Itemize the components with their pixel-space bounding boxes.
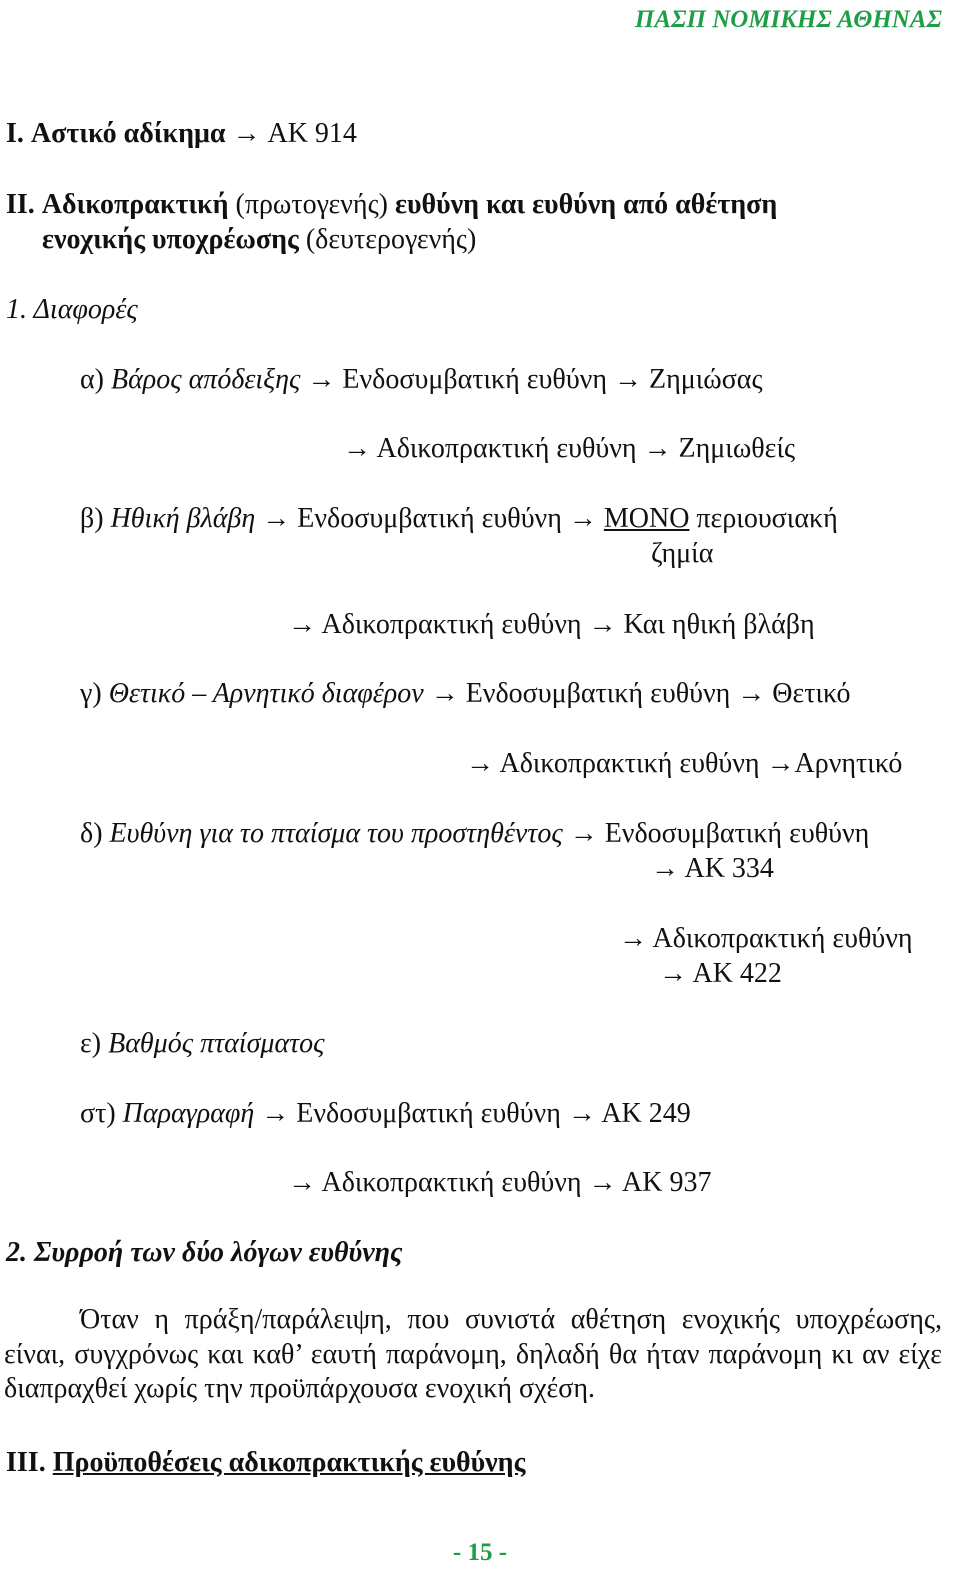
arrow-icon: → bbox=[569, 818, 598, 849]
diff-f-contract-value: ΑΚ 249 bbox=[601, 1098, 691, 1129]
diff-b-contract-value-underlined: ΜΟΝΟ bbox=[603, 503, 690, 534]
arrow-icon: → bbox=[466, 748, 494, 779]
diff-c-contract-line bbox=[80, 677, 851, 711]
arrow-icon: → bbox=[766, 748, 795, 779]
diff-b-term: Ηθική βλάβη bbox=[110, 503, 256, 534]
concurrence-paragraph bbox=[4, 1303, 942, 1407]
diff-c-label: γ) bbox=[80, 678, 102, 709]
arrow-icon: → bbox=[261, 1098, 290, 1129]
section-iii-title: Προϋποθέσεις αδικοπρακτικής ευθύνης bbox=[52, 1447, 526, 1478]
diff-b-tort-line bbox=[288, 608, 815, 642]
diff-d-tort: Αδικοπρακτική ευθύνη bbox=[652, 923, 913, 954]
section-ii-heading bbox=[6, 188, 777, 222]
diff-c-tort-line bbox=[466, 747, 902, 781]
arrow-icon: → bbox=[343, 433, 371, 464]
diff-d-label: δ) bbox=[80, 818, 103, 849]
diff-b-contract-value-line-2: ζημία bbox=[651, 538, 714, 569]
arrow-icon: → bbox=[659, 958, 687, 989]
diff-d-contract-value-line bbox=[651, 852, 774, 886]
diff-a-label: α) bbox=[80, 364, 104, 395]
diff-d-tort-line bbox=[619, 922, 913, 956]
diff-c-contract-value: Θετικό bbox=[772, 678, 851, 709]
diff-f-tort: Αδικοπρακτική ευθύνη bbox=[321, 1167, 582, 1198]
diff-c-contract: Ενδοσυμβατική ευθύνη bbox=[465, 678, 731, 709]
arrow-icon: → bbox=[430, 678, 459, 709]
arrow-icon: → bbox=[262, 503, 291, 534]
arrow-icon: → bbox=[643, 433, 672, 464]
diff-d-contract-line bbox=[80, 817, 869, 851]
section-ii-heading-line-2 bbox=[42, 223, 476, 257]
subsection-1-title: Διαφορές bbox=[33, 294, 138, 325]
subsection-2-number: 2. bbox=[6, 1237, 27, 1268]
diff-a-tort-value: Ζημιωθείς bbox=[678, 433, 796, 464]
section-ii-normal-1: (πρωτογενής) bbox=[235, 189, 388, 220]
diff-a-term: Βάρος απόδειξης bbox=[111, 364, 301, 395]
arrow-icon: → bbox=[619, 923, 647, 954]
diff-f-tort-value: ΑΚ 937 bbox=[622, 1167, 712, 1198]
diff-b-tort: Αδικοπρακτική ευθύνη bbox=[321, 609, 582, 640]
diff-b-contract: Ενδοσυμβατική ευθύνη bbox=[297, 503, 562, 534]
arrow-icon: → bbox=[567, 1098, 596, 1129]
section-ii-bold-1: Αδικοπρακτική bbox=[41, 189, 229, 220]
section-i-title: Αστικό αδίκημα bbox=[30, 118, 226, 149]
diff-b-contract-value: περιουσιακή bbox=[696, 503, 838, 534]
diff-b-label: β) bbox=[80, 503, 104, 534]
subsection-2-title: Συρροή των δύο λόγων ευθύνης bbox=[34, 1237, 403, 1268]
diff-c-tort-value: Αρνητικό bbox=[794, 748, 903, 779]
page-header: ΠΑΣΠ ΝΟΜΙΚΗΣ ΑΘΗΝΑΣ bbox=[634, 6, 942, 33]
section-iii-number: III. bbox=[6, 1447, 46, 1478]
arrow-icon: → bbox=[737, 678, 766, 709]
subsection-1-number: 1. bbox=[6, 294, 27, 325]
section-ii-normal-2: (δευτερογενής) bbox=[305, 224, 477, 255]
diff-a-tort: Αδικοπρακτική ευθύνη bbox=[376, 433, 637, 464]
arrow-icon: → bbox=[588, 1167, 617, 1198]
diff-d-contract-value: ΑΚ 334 bbox=[684, 853, 774, 884]
arrow-icon: → bbox=[651, 853, 679, 884]
section-i-heading bbox=[6, 117, 357, 151]
diff-d-contract: Ενδοσυμβατική ευθύνη bbox=[604, 818, 870, 849]
diff-a-contract-line bbox=[80, 363, 763, 397]
diff-e-line bbox=[80, 1027, 325, 1061]
arrow-icon: → bbox=[588, 609, 617, 640]
diff-d-term: Ευθύνη για το πταίσμα του προστηθέντος bbox=[109, 818, 563, 849]
diff-f-label: στ) bbox=[80, 1098, 116, 1129]
arrow-icon: → bbox=[232, 118, 261, 149]
diff-c-term: Θετικό – Αρνητικό διαφέρον bbox=[108, 678, 424, 709]
diff-e-term: Βαθμός πταίσματος bbox=[108, 1028, 325, 1059]
section-ii-bold-3: ενοχικής υποχρέωσης bbox=[42, 224, 299, 255]
subsection-2-heading bbox=[6, 1236, 403, 1270]
diff-a-tort-line bbox=[343, 432, 795, 466]
diff-c-tort: Αδικοπρακτική ευθύνη bbox=[499, 748, 760, 779]
diff-f-term: Παραγραφή bbox=[122, 1098, 255, 1129]
diff-f-contract: Ενδοσυμβατική ευθύνη bbox=[296, 1098, 561, 1129]
diff-f-contract-line bbox=[80, 1097, 691, 1131]
diff-d-tort-value: ΑΚ 422 bbox=[692, 958, 782, 989]
diff-a-contract: Ενδοσυμβατική ευθύνη bbox=[342, 364, 607, 395]
diff-e-label: ε) bbox=[80, 1028, 102, 1059]
diff-b-contract-line bbox=[80, 502, 838, 536]
arrow-icon: → bbox=[288, 609, 316, 640]
section-ii-bold-2: ευθύνη και ευθύνη από αθέτηση bbox=[394, 189, 778, 220]
diff-b-tort-value: Και ηθική βλάβη bbox=[623, 609, 815, 640]
section-i-number: I. bbox=[6, 118, 24, 149]
diff-d-tort-value-line bbox=[659, 957, 782, 991]
section-i-reference: ΑΚ 914 bbox=[267, 118, 357, 149]
arrow-icon: → bbox=[307, 364, 336, 395]
arrow-icon: → bbox=[568, 503, 597, 534]
arrow-icon: → bbox=[613, 364, 642, 395]
paragraph-text: Όταν η πράξη/παράλειψη, που συνιστά αθέτηση ενοχικής υποχρέωσης, είναι, συγχρόνως και καθ’ εαυτή παράνομη, δηλαδή θα ήταν παράνομη κι αν είχε διαπραχθεί χωρίς την προϋπάρχουσα ενοχική σχέση. bbox=[4, 1304, 942, 1404]
section-iii-heading bbox=[6, 1446, 525, 1480]
section-ii-number: II. bbox=[6, 189, 35, 220]
diff-a-contract-value: Ζημιώσας bbox=[648, 364, 763, 395]
subsection-1-heading bbox=[6, 293, 138, 327]
arrow-icon: → bbox=[288, 1167, 316, 1198]
page-number: - 15 - bbox=[452, 1539, 508, 1566]
diff-f-tort-line bbox=[288, 1166, 711, 1200]
